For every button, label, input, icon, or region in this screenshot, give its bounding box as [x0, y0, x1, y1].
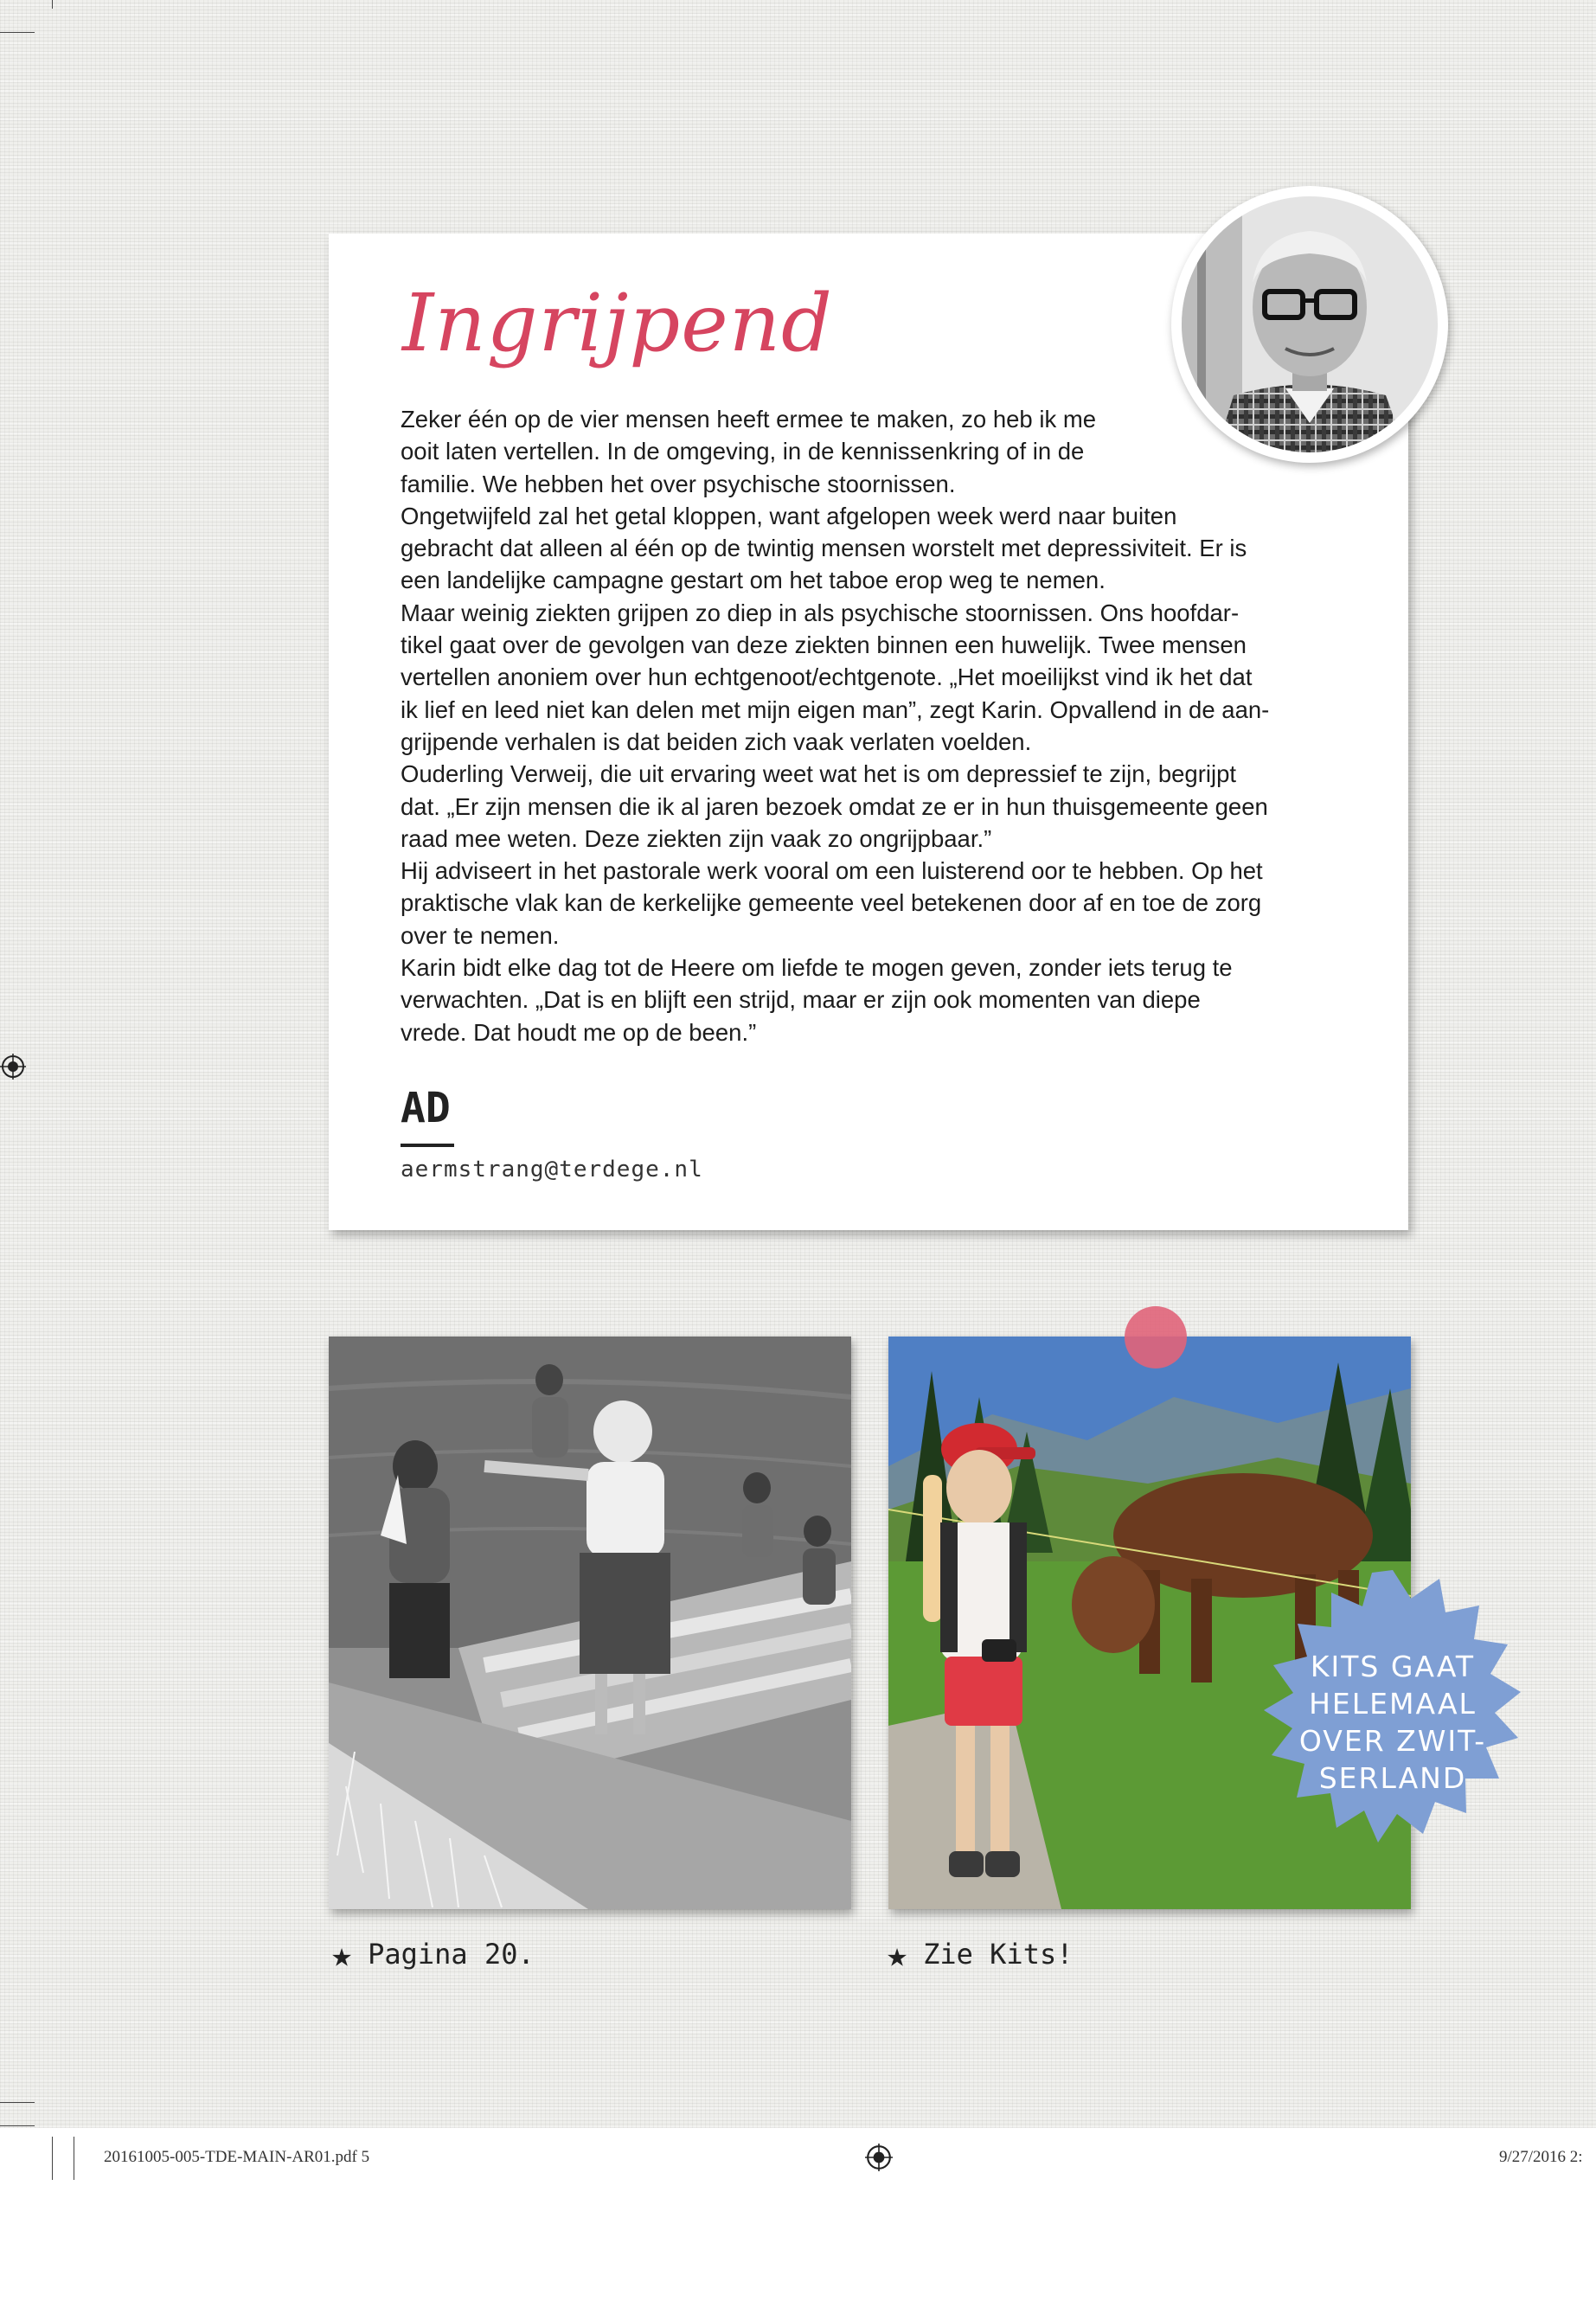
crop-mark-top-left [0, 32, 35, 33]
crop-mark-bottom-left-2 [0, 2125, 35, 2126]
body-line: tikel gaat over de gevolgen van deze ziekten binnen een huwelijk. Twee mensen [401, 631, 1247, 659]
body-line: Karin bidt elke dag tot de Heere om liefde te mogen geven, zonder iets terug te [401, 954, 1233, 982]
star-icon: ★ [887, 1935, 908, 1975]
portrait-photo [1182, 196, 1438, 452]
crop-mark-bottom-left-1 [0, 2102, 35, 2103]
slug-filename: 20161005-005-TDE-MAIN-AR01.pdf 5 [104, 2148, 370, 2166]
caption-left-text[interactable]: Pagina 20. [368, 1938, 535, 1971]
badge-line: KITS GAAT [1310, 1650, 1476, 1683]
body-line: vrede. Dat houdt me op de been.” [401, 1018, 757, 1046]
body-line: praktische vlak kan de kerkelijke gemeente veel betekenen door af en toe de zorg [401, 889, 1262, 917]
article-title: Ingrijpend [402, 277, 833, 369]
body-line: verwachten. „Dat is en blijft een strijd, maar er zijn ook momenten van diepe [401, 986, 1201, 1014]
body-line: Ouderling Verweij, die uit ervaring weet wat het is om depressief te zijn, begrijpt [401, 760, 1237, 788]
body-line: gebracht dat alleen al één op de twintig mensen worstelt met depressiviteit. Er is [401, 535, 1247, 562]
body-line: grijpende verhalen is dat beiden zich vaak verlaten voelden. [401, 727, 1032, 755]
photo-pin [1125, 1306, 1187, 1368]
signature-underline [401, 1144, 454, 1147]
kits-badge-text [1254, 1648, 1531, 1797]
article-body [401, 403, 1335, 1048]
body-line: een landelijke campagne gestart om het taboe erop weg te nemen. [401, 567, 1106, 594]
crop-mark-bottom-vertical-1 [52, 2137, 53, 2180]
author-initials: AD [401, 1084, 451, 1132]
author-email[interactable]: aermstrang@terdege.nl [401, 1157, 703, 1183]
body-line: dat. „Er zijn mensen die ik al jaren bezoek omdat ze er in hun thuisgemeente geen [401, 792, 1268, 820]
badge-line: HELEMAAL [1309, 1687, 1477, 1721]
body-line: ooit laten vertellen. In de omgeving, in de kennissenkring of in de [401, 438, 1085, 465]
body-line: Zeker één op de vier mensen heeft ermee te maken, zo heb ik me [401, 406, 1097, 433]
body-line: familie. We hebben het over psychische stoornissen. [401, 470, 956, 497]
registration-mark-icon [865, 2144, 893, 2171]
body-line: vertellen anoniem over hun echtgenoot/echtgenote. „Het moeilijkst vind ik het dat [401, 663, 1253, 691]
body-line: Ongetwijfeld zal het getal kloppen, want afgelopen week werd naar buiten [401, 502, 1177, 529]
body-line: Hij adviseert in het pastorale werk vooral om een luisterend oor te hebben. Op het [401, 857, 1263, 885]
body-line: ik lief en leed niet kan delen met mijn eigen man”, zegt Karin. Opvallend in de aan- [401, 695, 1270, 723]
caption-left [331, 1935, 535, 1975]
caption-right-text[interactable]: Zie Kits! [923, 1938, 1074, 1971]
caption-right [887, 1935, 1073, 1975]
registration-mark-icon [0, 1054, 26, 1080]
badge-line: SERLAND [1318, 1761, 1467, 1795]
body-line: Maar weinig ziekten grijpen zo diep in als psychische stoornissen. Ons hoofdar- [401, 599, 1240, 626]
body-line: raad mee weten. Deze ziekten zijn vaak zo ongrijpbaar.” [401, 824, 992, 852]
photo-river-bathing [329, 1336, 851, 1909]
author-portrait [1171, 186, 1448, 463]
star-icon: ★ [331, 1935, 353, 1975]
badge-line: OVER ZWIT- [1298, 1724, 1487, 1758]
slug-date: 9/27/2016 2: [1499, 2148, 1583, 2166]
body-line: over te nemen. [401, 921, 560, 949]
crop-mark-top-vertical [52, 0, 53, 9]
